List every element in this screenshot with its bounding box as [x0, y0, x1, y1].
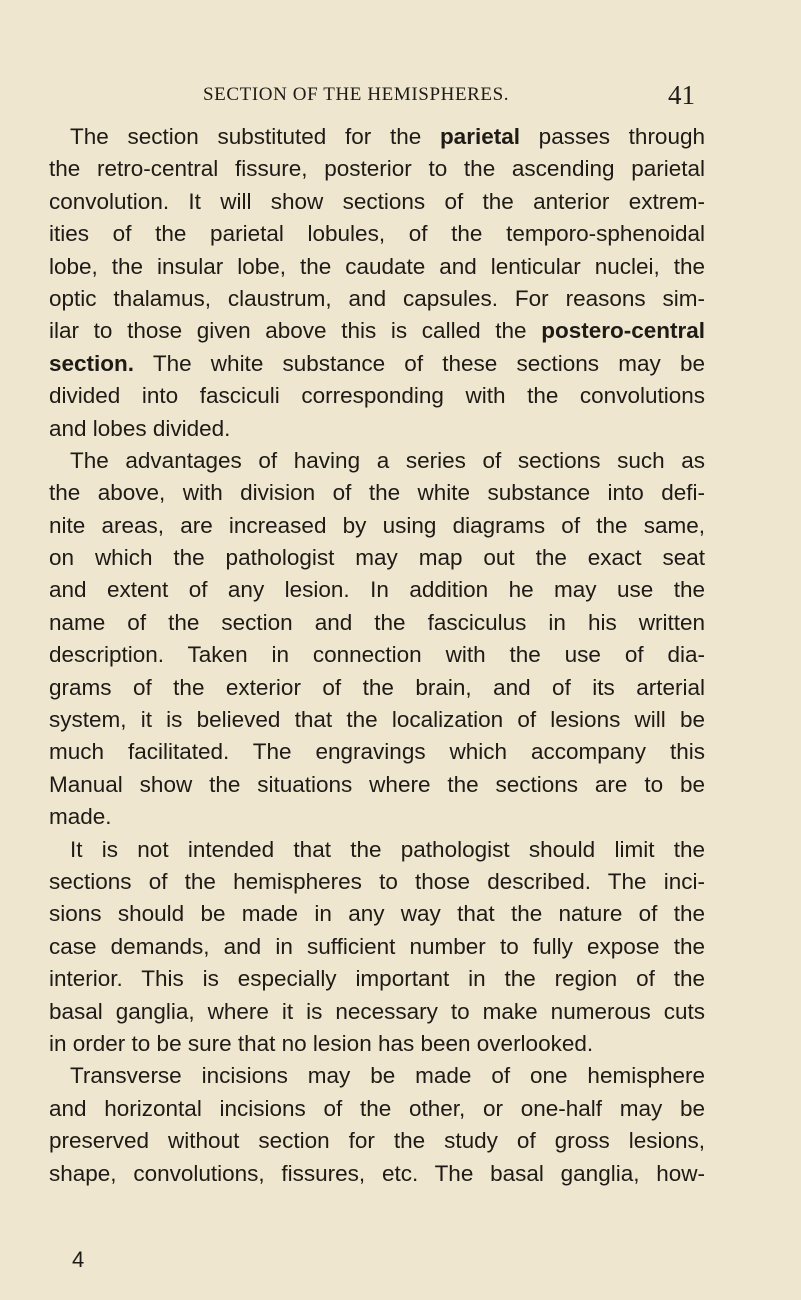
running-head	[0, 80, 801, 120]
text-line: the above, with division of the white substance into defi-	[49, 480, 705, 506]
emphasized-term: parietal	[439, 124, 520, 149]
emphasized-term: section.	[49, 350, 135, 376]
text-line: convolution. It will show sections of the anterior extrem-	[49, 188, 705, 214]
text-line: grams of the exterior of the brain, and of its arterial	[49, 674, 705, 700]
text-line: divided into fasciculi corresponding with the convolutions	[49, 383, 705, 409]
text-line: ilar to those given above this is called the postero-central	[49, 318, 705, 344]
text-line: The advantages of having a series of sections such as	[70, 447, 705, 473]
text-line: basal ganglia, where it is necessary to make numerous cuts	[49, 998, 705, 1024]
text-line: system, it is believed that the localization of lesions will be	[49, 707, 705, 733]
text-line: section. The white substance of these sections may be	[49, 350, 705, 376]
text-line: sections of the hemispheres to those described. The inci-	[49, 868, 705, 894]
text-line: Transverse incisions may be made of one hemisphere	[70, 1063, 705, 1089]
text-line: and horizontal incisions of the other, or one-half may be	[49, 1095, 705, 1121]
text-line: in order to be sure that no lesion has been overlooked.	[49, 1030, 594, 1056]
body-text	[49, 121, 705, 1190]
text-line: It is not intended that the pathologist should limit the	[70, 836, 705, 862]
text-line: lobe, the insular lobe, the caudate and lenticular nuclei, the	[49, 253, 705, 279]
signature-mark: 4	[72, 1247, 85, 1272]
text-line: sions should be made in any way that the nature of the	[49, 901, 705, 927]
text-line: much facilitated. The engravings which accompany this	[49, 739, 705, 765]
text-line: preserved without section for the study of gross lesions,	[49, 1128, 705, 1154]
text-line: The section substituted for the parietal passes through	[70, 124, 705, 149]
text-line: optic thalamus, claustrum, and capsules. For reasons sim-	[49, 285, 705, 311]
page-number: 41	[668, 80, 695, 110]
text-line: and extent of any lesion. In addition he may use the	[49, 577, 705, 603]
text-line: interior. This is especially important in the region of the	[49, 966, 705, 992]
text-line: Manual show the situations where the sections are to be	[49, 771, 705, 797]
running-head-title: SECTION OF THE HEMISPHERES.	[203, 84, 510, 105]
text-line: the retro-central fissure, posterior to the ascending parietal	[49, 156, 705, 182]
text-line: ities of the parietal lobules, of the temporo-sphenoidal	[49, 221, 705, 247]
text-line: nite areas, are increased by using diagrams of the same,	[49, 512, 705, 538]
text-line: shape, convolutions, fissures, etc. The basal ganglia, how-	[49, 1160, 705, 1186]
text-line: name of the section and the fasciculus in his written	[49, 609, 705, 635]
text-line: and lobes divided.	[49, 415, 231, 441]
text-line: case demands, and in sufficient number to fully expose the	[49, 933, 705, 959]
text-line: on which the pathologist may map out the exact seat	[49, 545, 705, 571]
emphasized-term: postero-central	[541, 318, 705, 344]
text-line: description. Taken in connection with the use of dia-	[49, 642, 705, 668]
text-line: made.	[49, 804, 112, 830]
